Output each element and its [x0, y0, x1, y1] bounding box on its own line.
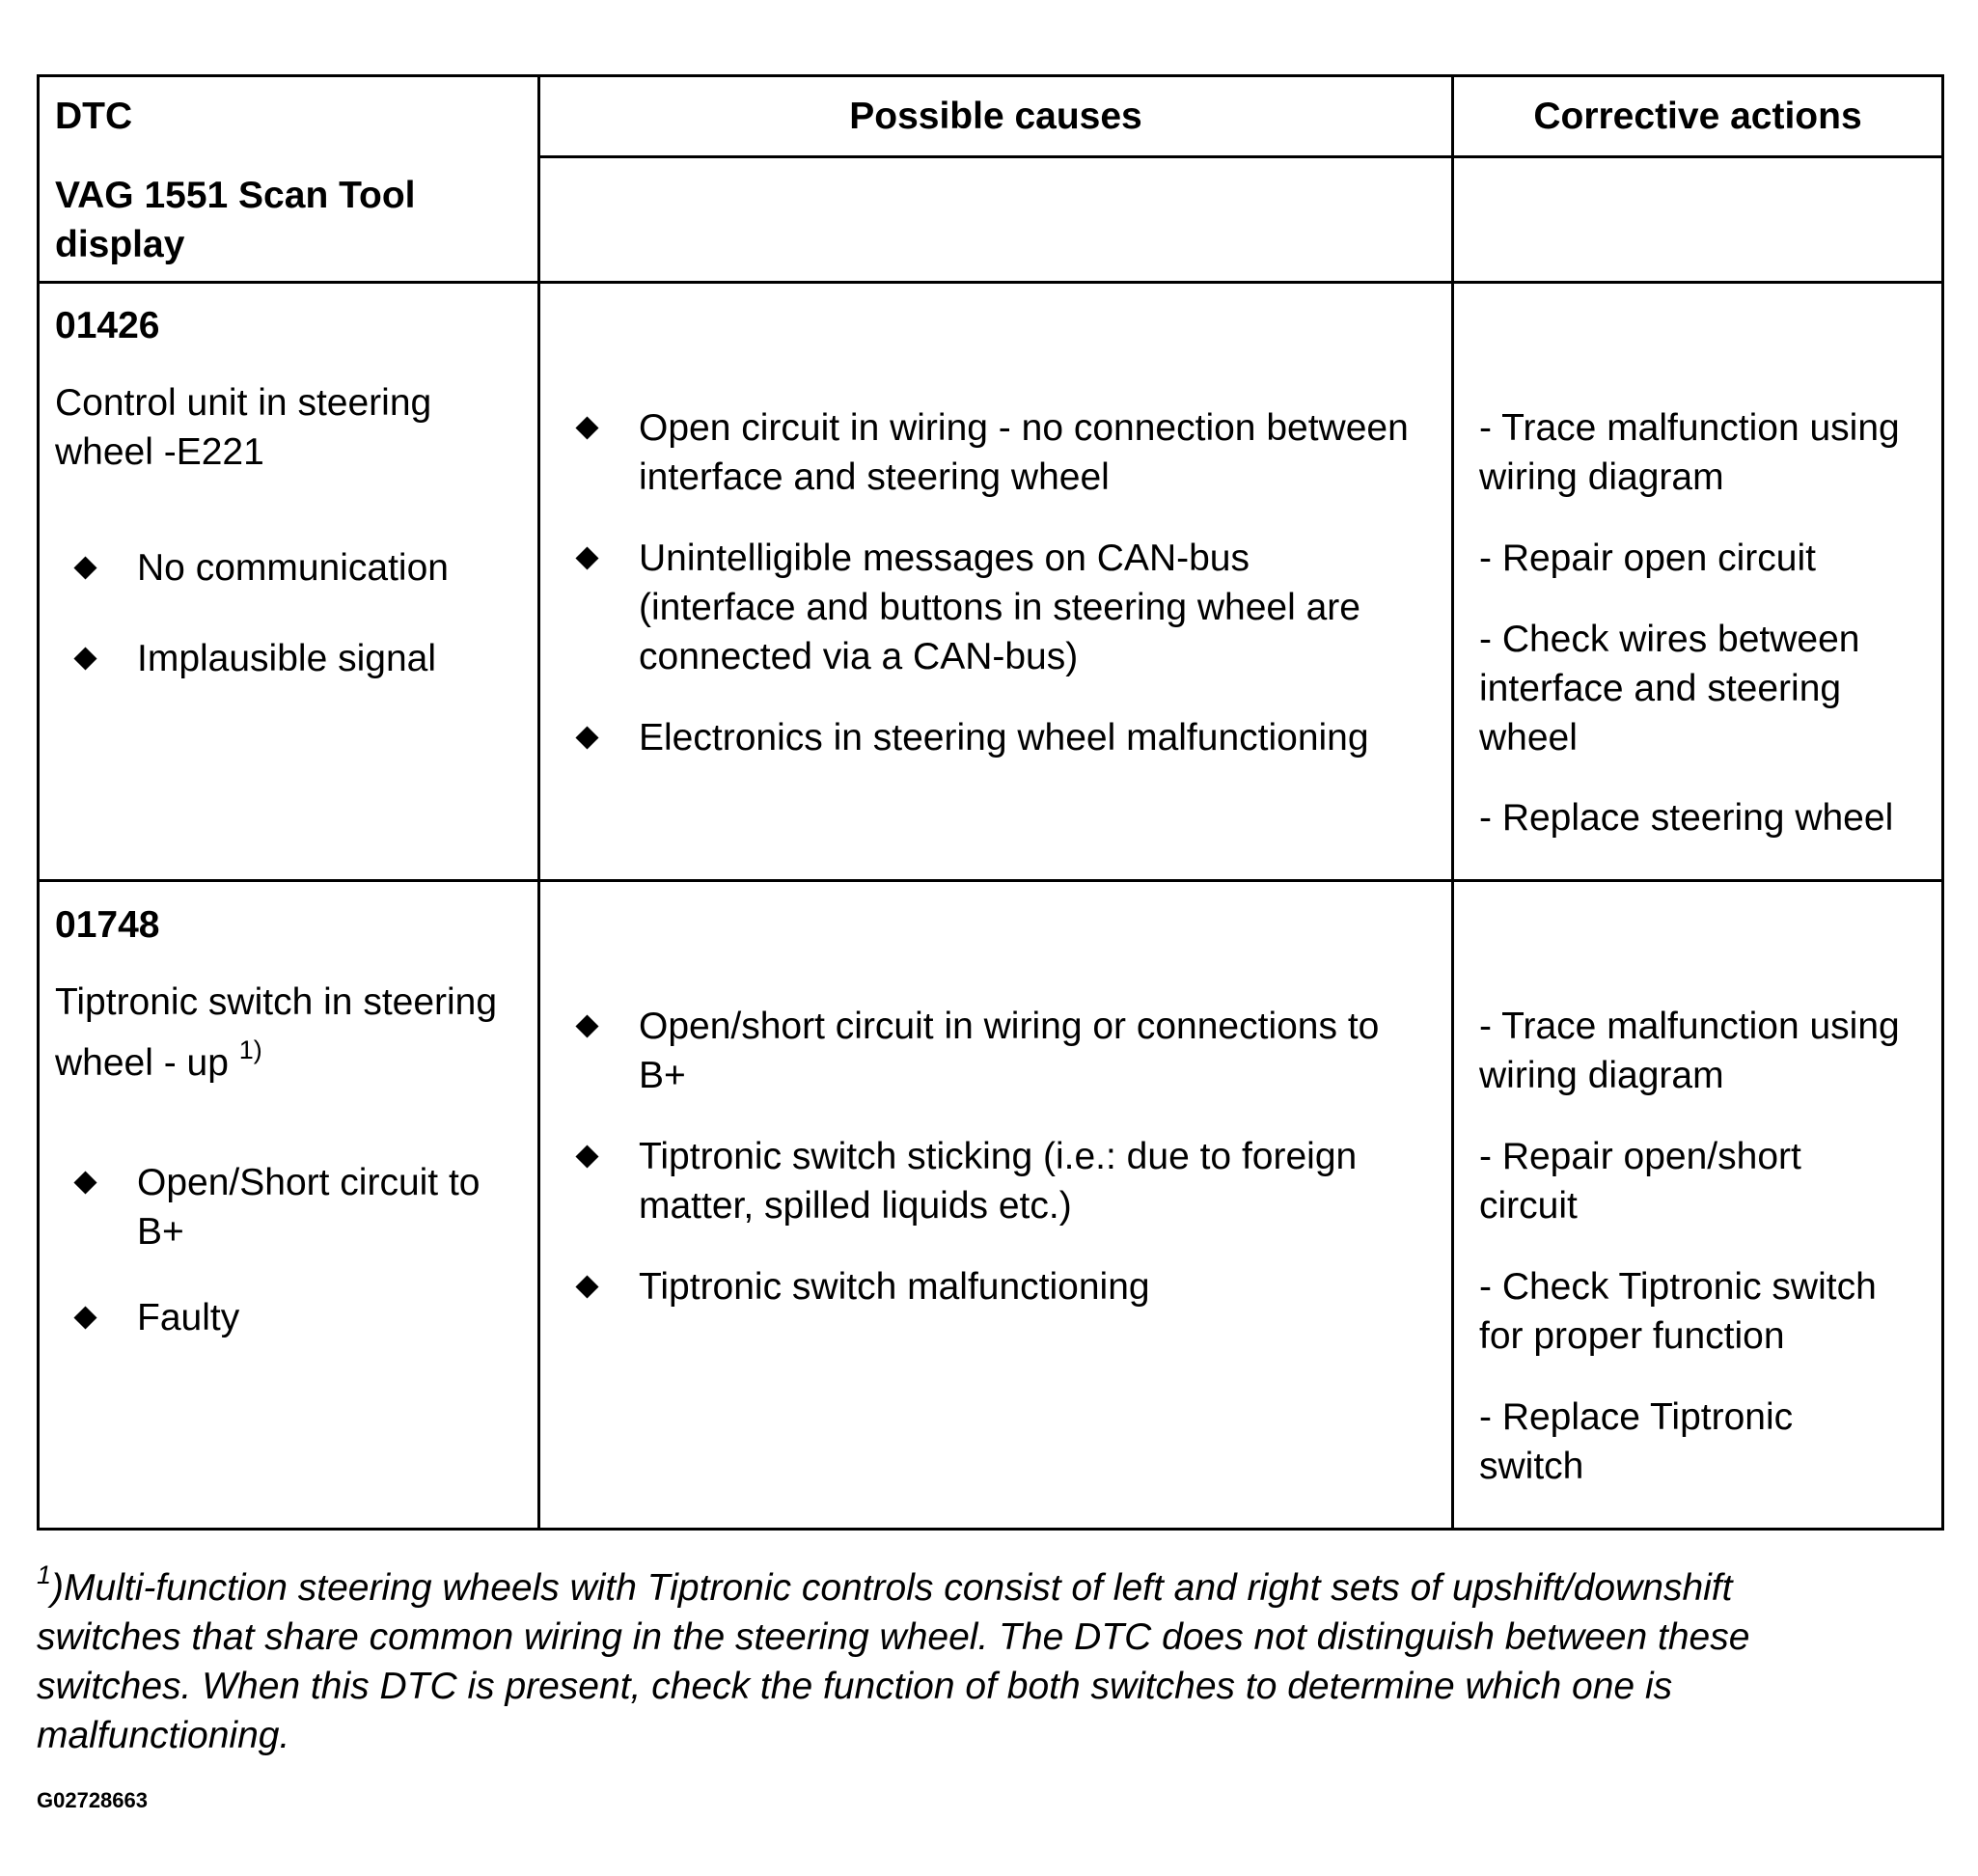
footnote-line: malfunctioning. [37, 1715, 290, 1756]
cause-text: B+ [639, 1055, 686, 1096]
diamond-bullet-icon [73, 556, 96, 579]
symptom-text: No communication [137, 547, 449, 589]
footnote-text: )Multi-function steering wheels with Tiptronic controls consist of left and right sets of upshift/downshift [51, 1567, 1733, 1609]
symptom-text: B+ [137, 1211, 184, 1253]
action-text: - Trace malfunction using [1479, 1006, 1900, 1047]
dtc-description [55, 1035, 262, 1088]
cause-item [579, 1002, 1379, 1100]
action-item [1479, 1132, 1801, 1230]
symptom-text: Implausible signal [137, 638, 437, 679]
cause-item [579, 1262, 1150, 1311]
dtc-description-text: wheel - up [55, 1042, 229, 1084]
table-left-border [37, 74, 40, 1531]
cause-text: connected via a CAN-bus) [639, 636, 1079, 677]
header-divider [540, 155, 1944, 158]
footnote-marker: 1 [37, 1560, 52, 1589]
cause-text: matter, spilled liquids etc.) [639, 1185, 1072, 1227]
action-text: - Repair open/short [1479, 1136, 1801, 1177]
cause-text: Open circuit in wiring - no connection between [639, 407, 1409, 449]
action-item [1479, 1002, 1900, 1100]
action-text: - Check Tiptronic switch [1479, 1266, 1877, 1308]
action-item [1479, 615, 1860, 762]
dtc-code: 01748 [55, 904, 160, 946]
cause-text: (interface and buttons in steering wheel are [639, 587, 1360, 628]
table-top-border [37, 74, 1944, 77]
cause-item [579, 1132, 1357, 1230]
cause-text: Open/short circuit in wiring or connections to [639, 1006, 1380, 1047]
footnote [37, 1560, 1909, 1760]
diamond-bullet-icon [575, 546, 598, 569]
action-item [1479, 1262, 1877, 1361]
footnote-line [37, 1560, 1909, 1613]
table-bottom-border [37, 1528, 1944, 1531]
action-text: for proper function [1479, 1315, 1785, 1357]
diamond-bullet-icon [575, 1275, 598, 1298]
symptom-item [77, 634, 436, 683]
cause-text: Tiptronic switch malfunctioning [639, 1266, 1150, 1308]
symptom-item [77, 1158, 481, 1256]
action-text: - Replace steering wheel [1479, 797, 1894, 839]
dtc-description: Tiptronic switch in steering [55, 981, 498, 1023]
action-item [1479, 793, 1893, 842]
action-text: interface and steering [1479, 668, 1842, 709]
footnote-reference: 1) [238, 1035, 262, 1064]
cause-text: interface and steering wheel [639, 456, 1110, 498]
diamond-bullet-icon [73, 1171, 96, 1194]
action-text: - Repair open circuit [1479, 538, 1816, 579]
header-display: display [55, 224, 185, 265]
action-text: wheel [1479, 717, 1578, 759]
symptom-item [77, 1293, 239, 1342]
action-text: - Trace malfunction using [1479, 407, 1900, 449]
action-item [1479, 1393, 1793, 1491]
action-item [1479, 534, 1816, 583]
cause-item [579, 534, 1360, 681]
dtc-code: 01426 [55, 305, 160, 346]
action-text: switch [1479, 1446, 1584, 1487]
action-text: wiring diagram [1479, 1055, 1724, 1096]
cause-text: Unintelligible messages on CAN-bus [639, 538, 1250, 579]
action-text: circuit [1479, 1185, 1578, 1227]
dtc-description: Control unit in steering [55, 382, 432, 424]
row1-bottom-border [37, 879, 1944, 882]
diamond-bullet-icon [575, 1145, 598, 1168]
diamond-bullet-icon [73, 1306, 96, 1329]
diamond-bullet-icon [575, 416, 598, 439]
cause-item [579, 403, 1409, 502]
action-text: - Replace Tiptronic [1479, 1396, 1794, 1438]
diamond-bullet-icon [575, 1014, 598, 1037]
cause-text: Electronics in steering wheel malfunctioning [639, 717, 1369, 759]
footnote-line: switches that share common wiring in the steering wheel. The DTC does not distinguish between these [37, 1616, 1750, 1658]
table-right-border [1941, 74, 1944, 1531]
dtc-description: wheel -E221 [55, 431, 264, 473]
header-dtc: DTC [55, 96, 133, 137]
action-item [1479, 403, 1900, 502]
symptom-text: Faulty [137, 1297, 240, 1338]
figure-code: G02728663 [37, 1788, 148, 1812]
header-possible-causes: Possible causes [849, 96, 1142, 137]
symptom-item [77, 543, 449, 593]
action-text: - Check wires between [1479, 619, 1860, 660]
diamond-bullet-icon [575, 726, 598, 749]
header-bottom-border [37, 281, 1944, 284]
header-scan-tool: VAG 1551 Scan Tool [55, 175, 416, 216]
diamond-bullet-icon [73, 647, 96, 670]
cause-text: Tiptronic switch sticking (i.e.: due to foreign [639, 1136, 1358, 1177]
header-corrective-actions: Corrective actions [1533, 96, 1862, 137]
action-text: wiring diagram [1479, 456, 1724, 498]
column-divider-1 [537, 74, 540, 1531]
footnote-line: switches. When this DTC is present, check the function of both switches to determine which one is [37, 1666, 1673, 1707]
column-divider-2 [1451, 74, 1454, 1531]
symptom-text: Open/Short circuit to [137, 1162, 481, 1203]
cause-item [579, 713, 1369, 762]
